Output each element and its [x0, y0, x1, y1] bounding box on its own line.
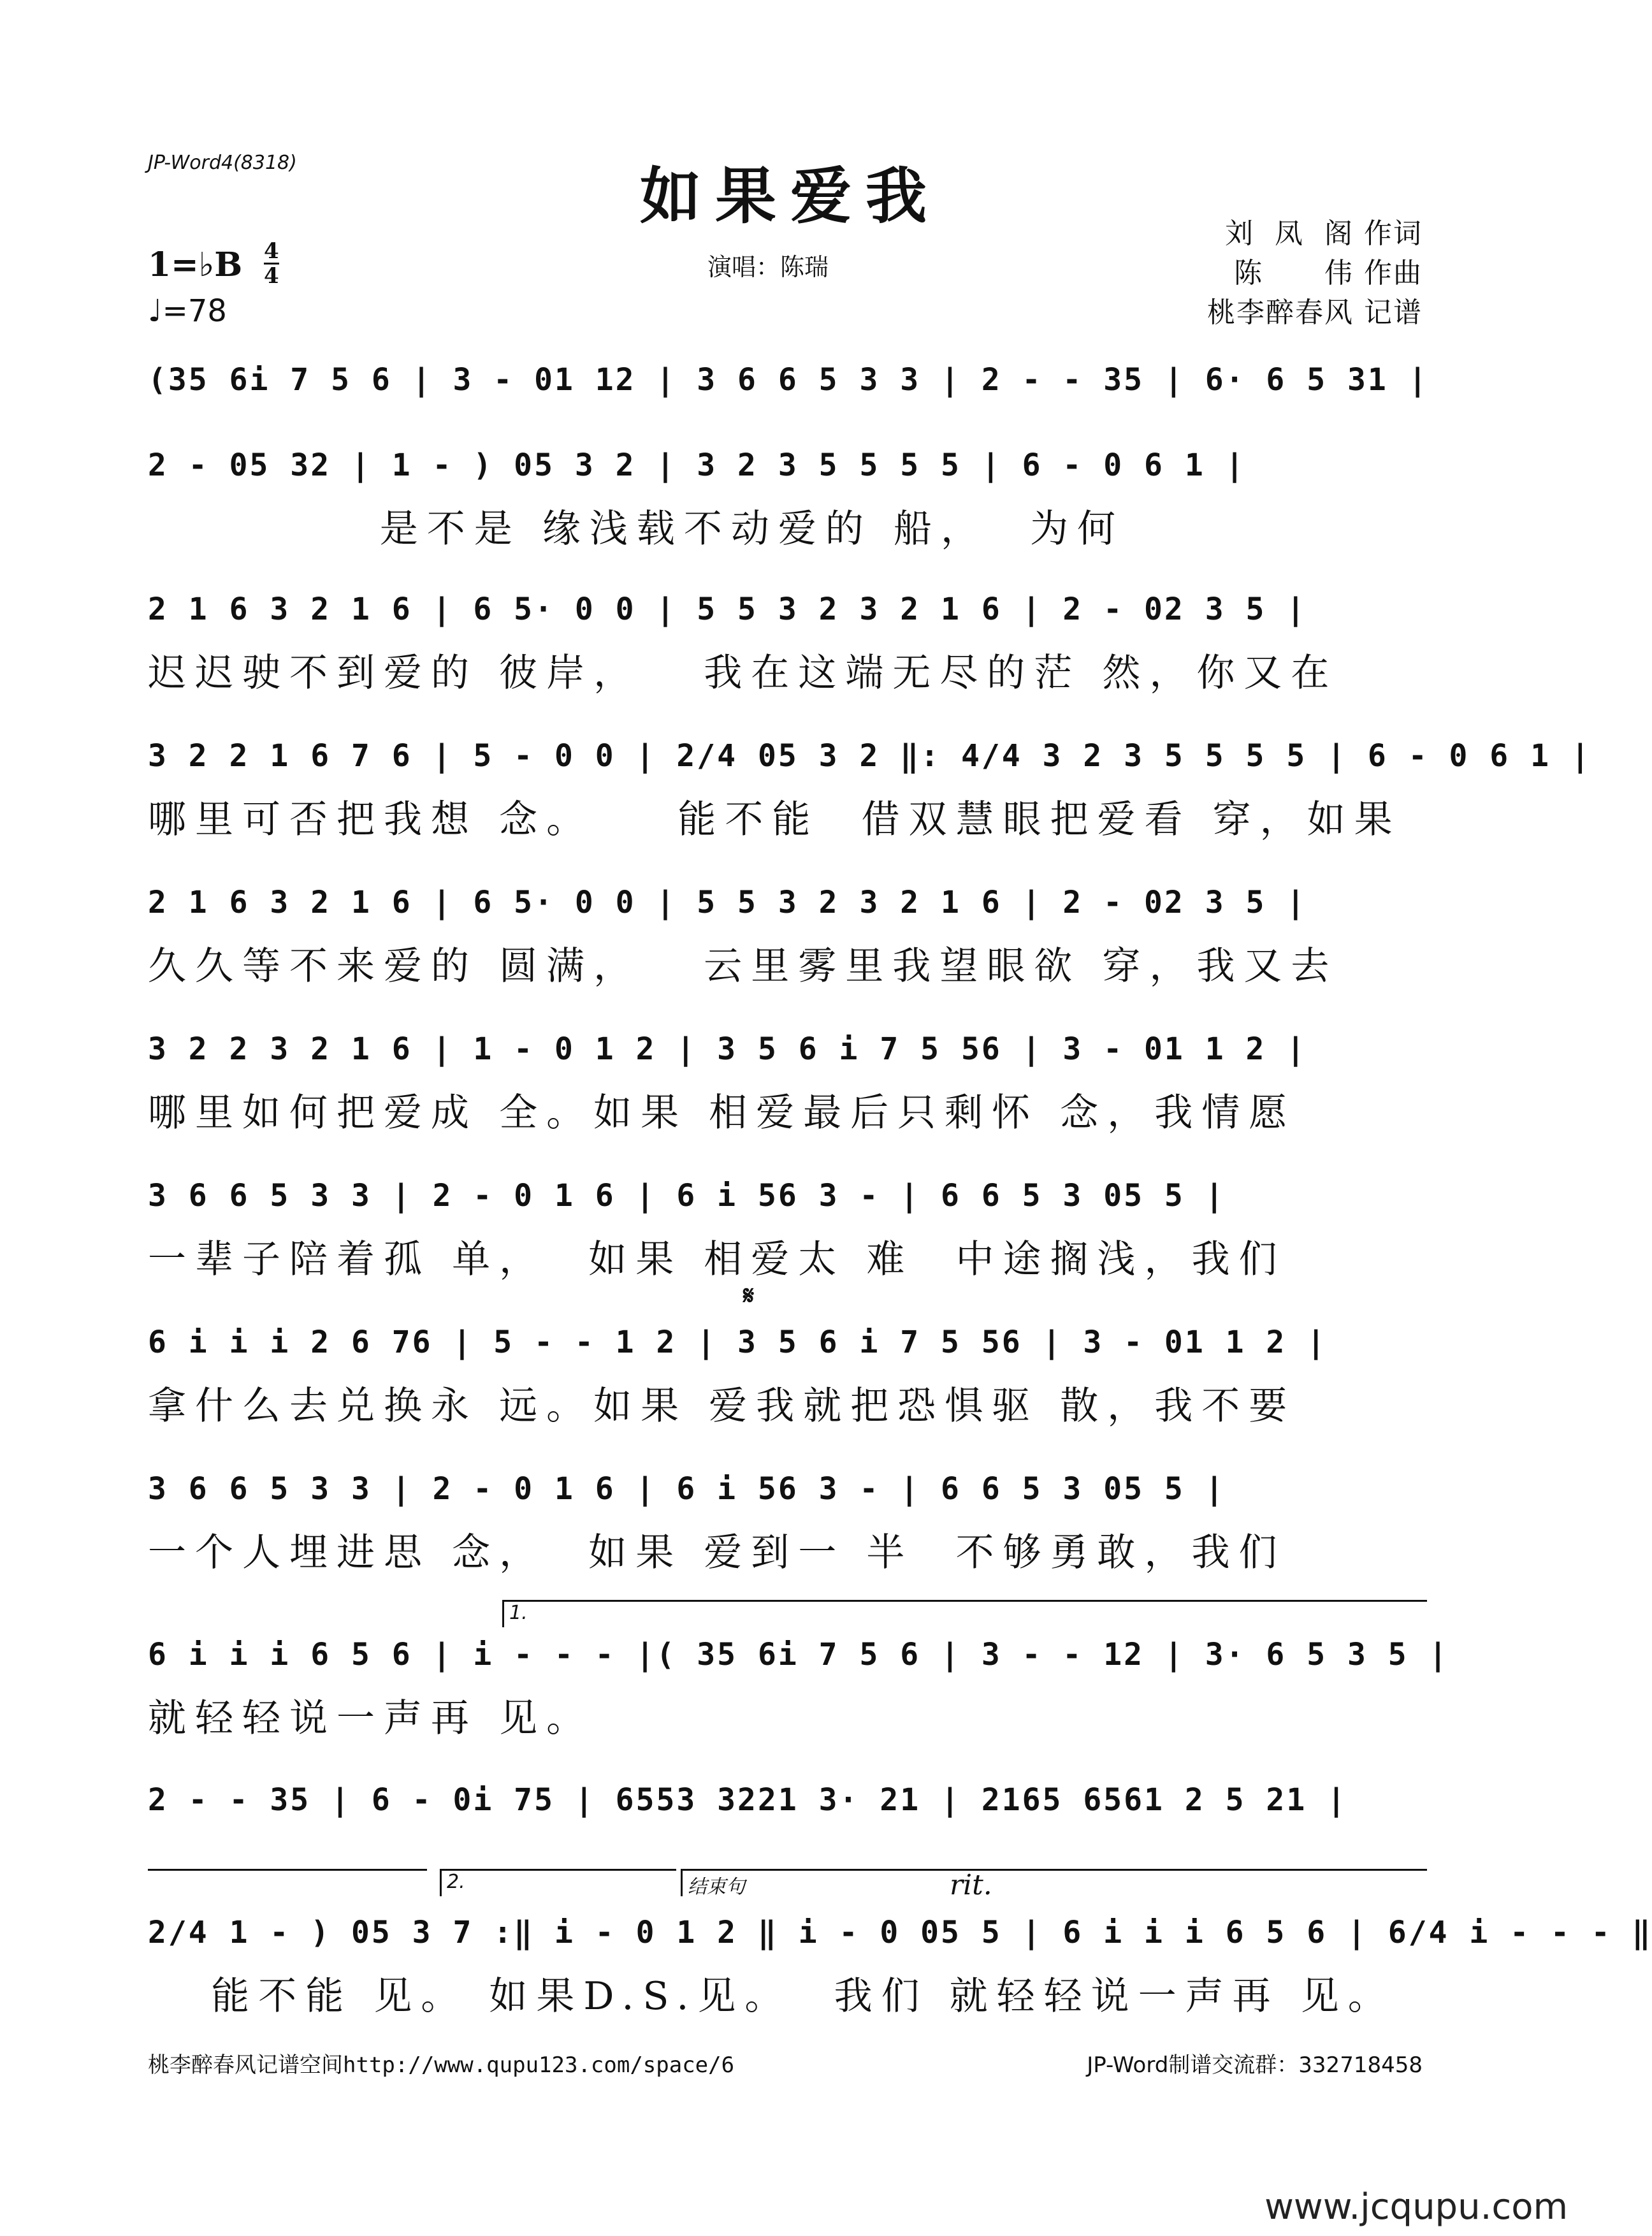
score-line-9-lyrics: 一个人埋进思 念， 如果 爱到一 半 不够勇敢，我们: [148, 1530, 1286, 1575]
segno-sign: 𝄋: [743, 1281, 755, 1310]
coda-bracket: 结束句: [681, 1869, 1427, 1896]
score-line-5-notes: 2 1 6 3 2 1 6 | 6 5· 0 0 | 5 5 3 2 3 2 1 6 | 2 - 02 3 5 |: [148, 885, 1307, 920]
score-line-6-lyrics: 哪里如何把爱成 全。如果 相爱最后只剩怀 念，我情愿: [148, 1091, 1296, 1135]
score-line-2-lyrics: 是不是 缘浅载不动爱的 船， 为何: [148, 507, 1125, 551]
score-line-11-notes: 2 - - 35 | 6 - 0i 75 | 6553 3221 3· 21 | 2165 6561 2 5 21 |: [148, 1782, 1348, 1818]
score-line-4-lyrics: 哪里可否把我想 念。 能不能 借双慧眼把爱看 穿，如果: [148, 797, 1402, 842]
song-title: 如果爱我: [640, 160, 941, 232]
tempo-marking: ♩=78: [148, 293, 227, 329]
score-line-7-notes: 3 6 6 5 3 3 | 2 - 0 1 6 | 6 i 56 3 - | 6 6 5 3 05 5 |: [148, 1178, 1226, 1214]
score-line-6-notes: 3 2 2 3 2 1 6 | 1 - 0 1 2 | 3 5 6 i 7 5 56 | 3 - 01 1 2 |: [148, 1031, 1307, 1067]
volta-2: 2.: [440, 1869, 676, 1896]
score-line-10-lyrics: 就轻轻说一声再 见。: [148, 1696, 594, 1741]
time-signature-bottom: 4: [264, 263, 279, 289]
volta-1-continuation: [148, 1869, 427, 1896]
score-line-7-lyrics: 一辈子陪着孤 单， 如果 相爱太 难 中途搁浅，我们: [148, 1237, 1286, 1282]
software-tag: JP-Word4(8318): [148, 152, 297, 174]
score-line-8-notes: 6 i i i 2 6 76 | 5 - - 1 2 | 3 5 6 i 7 5 56 | 3 - 01 1 2 |: [148, 1325, 1328, 1360]
volta-1: 1.: [502, 1600, 1427, 1627]
transcriber-credit: 桃李醉春风 记谱: [1207, 296, 1423, 329]
score-line-1-notes: (35 6i 7 5 6 | 3 - 01 12 | 3 6 6 5 3 3 | 2 - - 35 | 6· 6 5 31 |: [148, 362, 1429, 398]
key-signature: 1=♭B: [148, 245, 243, 284]
time-signature-top: 4: [264, 238, 279, 264]
score-line-8-lyrics: 拿什么去兑换永 远。如果 爱我就把恐惧驱 散，我不要: [148, 1384, 1296, 1428]
lyricist-credit: 刘 凤 阁 作词: [1225, 217, 1423, 250]
score-line-10-notes: 6 i i i 6 5 6 | i - - - |( 35 6i 7 5 6 | 3 - - 12 | 3· 6 5 3 5 |: [148, 1637, 1449, 1673]
score-line-12-lyrics: 能不能 见。 如果D.S.见。 我们 就轻轻说一声再 见。: [148, 1974, 1395, 2019]
score-line-12-notes: 2/4 1 - ) 05 3 7 :‖ i - 0 1 2 ‖ i - 0 05 5 | 6 i i i 6 5 6 | 6/4 i - - - ‖: [148, 1915, 1652, 1950]
score-line-2-notes: 2 - 05 32 | 1 - ) 05 3 2 | 3 2 3 5 5 5 5 | 6 - 0 6 1 |: [148, 447, 1246, 483]
score-line-3-notes: 2 1 6 3 2 1 6 | 6 5· 0 0 | 5 5 3 2 3 2 1 6 | 2 - 02 3 5 |: [148, 592, 1307, 627]
footer-left: 桃李醉春风记谱空间http://www.qupu123.com/space/6: [148, 2052, 735, 2078]
footer-right: JP-Word制谱交流群：332718458: [1087, 2052, 1423, 2078]
score-line-3-lyrics: 迟迟驶不到爱的 彼岸， 我在这端无尽的茫 然，你又在: [148, 651, 1338, 695]
time-signature: [264, 240, 279, 287]
score-line-5-lyrics: 久久等不来爱的 圆满， 云里雾里我望眼欲 穿，我又去: [148, 944, 1338, 989]
watermark: www.jcqupu.com: [1264, 2186, 1568, 2228]
composer-credit: 陈 伟 作曲: [1234, 257, 1423, 289]
singer-credit: 演唱：陈瑞: [707, 253, 829, 281]
score-line-4-notes: 3 2 2 1 6 7 6 | 5 - 0 0 | 2/4 05 3 2 ‖: 4/4 3 2 3 5 5 5 5 | 6 - 0 6 1 |: [148, 738, 1591, 774]
ritardando-mark: rit.: [950, 1869, 992, 1901]
score-line-9-notes: 3 6 6 5 3 3 | 2 - 0 1 6 | 6 i 56 3 - | 6 6 5 3 05 5 |: [148, 1471, 1226, 1507]
